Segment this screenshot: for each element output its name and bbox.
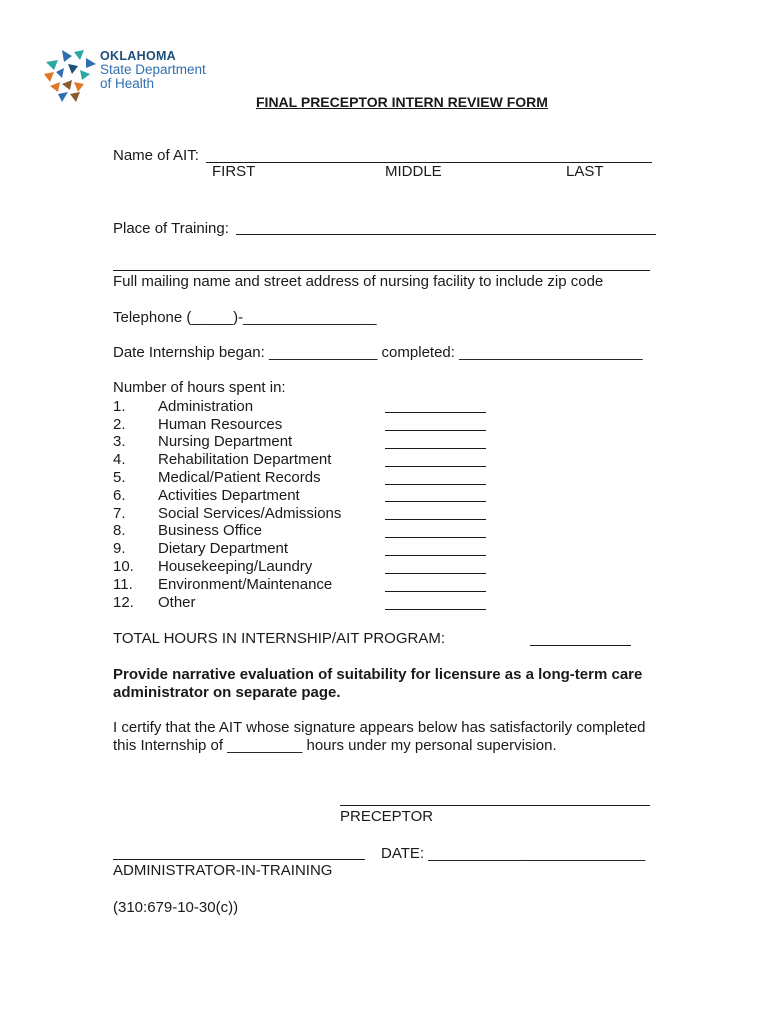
name-part-first: FIRST: [212, 163, 256, 180]
hours-item-input[interactable]: [385, 430, 486, 431]
narrative-instruction-1: Provide narrative evaluation of suitability for licensure as a long-term care: [113, 666, 643, 683]
hours-heading: Number of hours spent in:: [113, 379, 286, 396]
hours-item-input[interactable]: [385, 466, 486, 467]
hours-item-number: 7.: [113, 505, 126, 522]
ait-signature-line[interactable]: [113, 859, 365, 860]
hours-item-number: 12.: [113, 594, 134, 611]
preceptor-label: PRECEPTOR: [340, 808, 434, 825]
name-part-middle: MIDDLE: [385, 163, 442, 180]
certify-line-2[interactable]: this Internship of _________ hours under my personal supervision.: [113, 737, 557, 754]
total-hours-input[interactable]: [530, 645, 631, 646]
name-label: Name of AIT:: [113, 147, 204, 164]
hours-item-input[interactable]: [385, 412, 486, 413]
hours-item-label: Other: [158, 594, 196, 611]
preceptor-signature-line[interactable]: [340, 805, 650, 806]
hours-item-input[interactable]: [385, 519, 486, 520]
hours-item-number: 1.: [113, 398, 126, 415]
hours-item-input[interactable]: [385, 484, 486, 485]
hours-item-number: 6.: [113, 487, 126, 504]
logo-line-1: OKLAHOMA: [100, 49, 177, 63]
regulation-citation: (310:679-10-30(c)): [113, 899, 239, 916]
name-part-last: LAST: [566, 163, 604, 180]
osdh-logo: [42, 48, 242, 104]
address-input-line[interactable]: [113, 270, 650, 271]
form-title: FINAL PRECEPTOR INTERN REVIEW FORM: [256, 94, 548, 110]
place-label: Place of Training:: [113, 220, 234, 237]
hours-item-number: 11.: [113, 576, 133, 593]
ait-label: ADMINISTRATOR-IN-TRAINING: [113, 862, 333, 879]
hours-item-label: Medical/Patient Records: [158, 469, 321, 486]
certify-line-1: I certify that the AIT whose signature appears below has satisfactorily completed: [113, 719, 646, 736]
hours-item-number: 9.: [113, 540, 126, 557]
hours-item-number: 4.: [113, 451, 126, 468]
hours-item-input[interactable]: [385, 591, 486, 592]
hours-item-number: 3.: [113, 433, 126, 450]
logo-line-2: State Department: [100, 62, 206, 78]
internship-dates-field[interactable]: Date Internship began: _____________ completed: ______________________: [113, 344, 643, 361]
hours-item-label: Nursing Department: [158, 433, 293, 450]
hours-item-label: Administration: [158, 398, 254, 415]
hours-item-label: Environment/Maintenance: [158, 576, 333, 593]
logo-line-3: of Health: [100, 76, 155, 92]
hours-item-label: Dietary Department: [158, 540, 289, 557]
hours-item-input[interactable]: [385, 573, 486, 574]
hours-item-label: Human Resources: [158, 416, 283, 433]
place-input-line[interactable]: [236, 234, 656, 235]
narrative-instruction-2: administrator on separate page.: [113, 684, 341, 701]
hours-item-label: Housekeeping/Laundry: [158, 558, 313, 575]
date-field[interactable]: DATE: __________________________: [381, 845, 646, 862]
hours-item-input[interactable]: [385, 555, 486, 556]
hours-item-input[interactable]: [385, 609, 486, 610]
logo-text: [100, 50, 206, 91]
hours-item-number: 5.: [113, 469, 126, 486]
hours-item-input[interactable]: [385, 537, 486, 538]
hours-item-input[interactable]: [385, 448, 486, 449]
star-logo-icon: [42, 48, 98, 104]
hours-item-label: Rehabilitation Department: [158, 451, 332, 468]
hours-item-label: Activities Department: [158, 487, 300, 504]
hours-item-input[interactable]: [385, 501, 486, 502]
hours-item-number: 8.: [113, 522, 126, 539]
total-hours-label: TOTAL HOURS IN INTERNSHIP/AIT PROGRAM:: [113, 630, 445, 647]
hours-item-label: Social Services/Admissions: [158, 505, 342, 522]
address-caption: Full mailing name and street address of nursing facility to include zip code: [113, 273, 604, 290]
hours-item-number: 2.: [113, 416, 126, 433]
hours-item-label: Business Office: [158, 522, 262, 539]
telephone-field[interactable]: Telephone (_____)-________________: [113, 309, 377, 326]
hours-item-number: 10.: [113, 558, 134, 575]
